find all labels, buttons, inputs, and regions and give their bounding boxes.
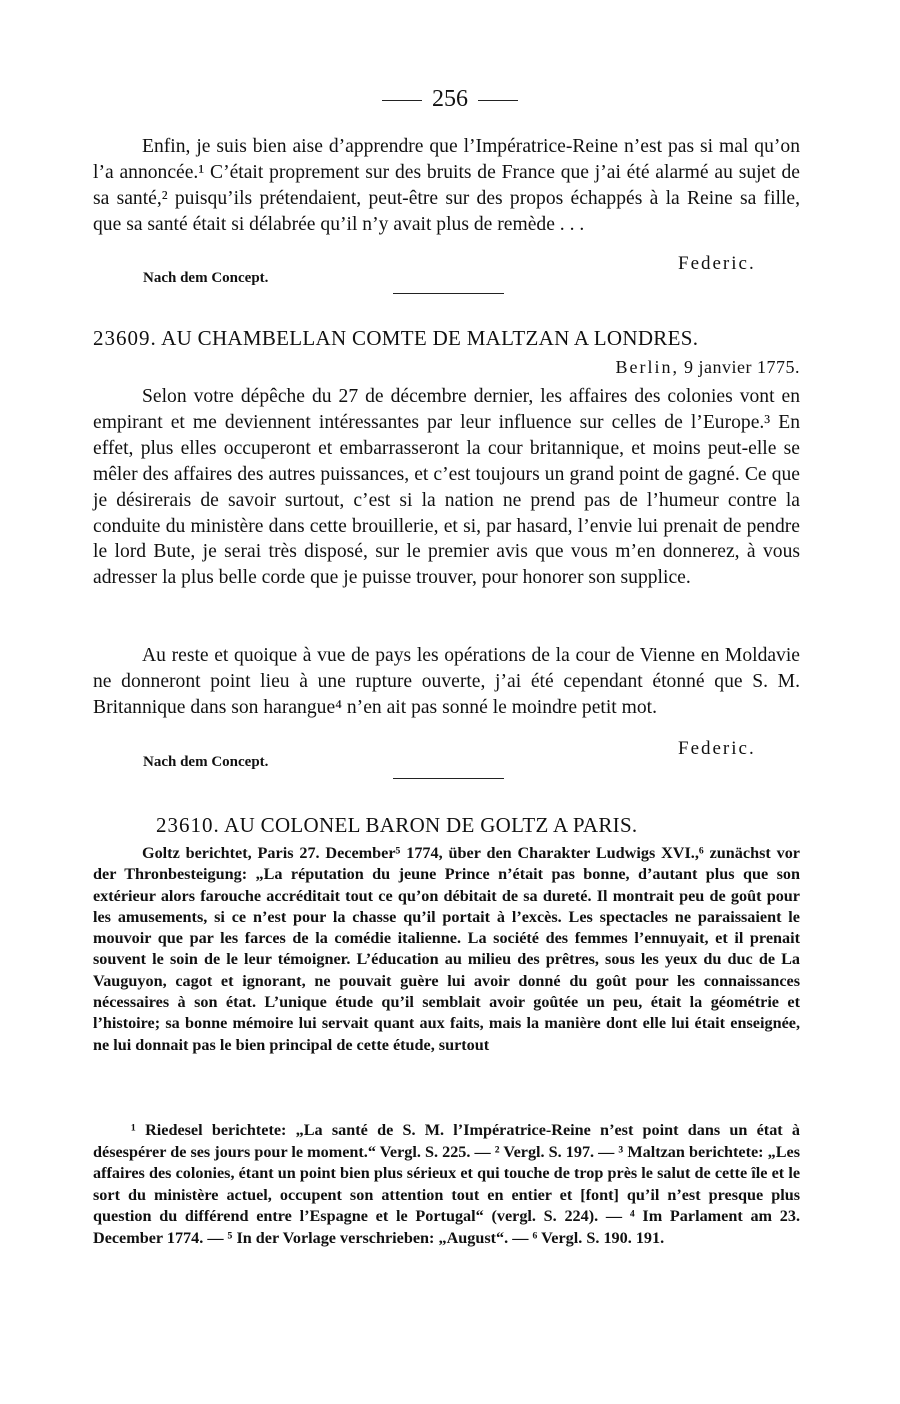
letter-date: 9 janvier 1775. xyxy=(684,357,800,377)
letter-addressee: AU CHAMBELLAN COMTE DE MALTZAN A LONDRES. xyxy=(161,326,699,350)
continuation-source: Nach dem Concept. xyxy=(143,270,269,286)
page-number: 256 xyxy=(0,84,900,114)
letter-dateline xyxy=(545,355,800,379)
continuation-paragraph: Enfin, je suis bien aise d’apprendre que l’Impératrice-Reine n’est pas si mal qu’on l’a annoncée.¹ C’était proprement sur des bruits de France que j’ai été alarmé au sujet de sa santé,² puisqu’ils prétendaient, peut-être sur des propos échappés à la Reine sa fille, que sa santé était si délabrée qu’il n’y avait plus de remède . . . xyxy=(93,136,800,235)
letter-place: Berlin, xyxy=(615,357,680,377)
letter-source: Nach dem Concept. xyxy=(143,754,269,770)
section-divider xyxy=(393,293,504,294)
letter-signature: Federic. xyxy=(678,738,756,759)
page-number-rule-right xyxy=(478,100,518,101)
letter-number: 23610. xyxy=(156,813,220,837)
letter-heading-23610 xyxy=(156,812,637,838)
page-number-rule-left xyxy=(382,100,422,101)
letter-number: 23609. xyxy=(93,326,157,350)
continuation-signature: Federic. xyxy=(678,253,756,274)
letter-paragraph-1: Selon votre dépêche du 27 de décembre dernier, les affaires des colonies vont en empirant et me deviennent intéressantes par leur influence sur celles de l’Europe.³ En effet, plus elles occuperont et embarrasseront la cour britannique, et moins peut-elle se mêler des affaires des autres puissances, et c’est toujours un grand point de gagné. Ce que je désirerais de savoir surtout, c’est si la nation ne prend pas de l’humeur contre la conduite du ministère dans cette brouillerie, et si, par hasard, l’envie lui prenait de pendre le lord Bute, je serai très disposé, sur le premier avis que vous m’en donnerez, à vous adresser la plus belle corde que je puisse trouver, pour honorer son supplice. xyxy=(93,386,800,589)
letter-summary: Goltz berichtet, Paris 27. December⁵ 1774, über den Charakter Ludwigs XVI.,⁶ zunächst vor der Thronbesteigung: „La réputation du jeune Prince n’était pas bonne, d’autant plus que son extérieur alors farouche accréditait tout ce qu’on débitait de sa dureté. Il montrait peu de goût pour les amusements, si ce n’est pour la chasse qu’il portait à l’excès. Les spectacles ne paraissaient le mouvoir que par les farces de la comédie italienne. La société des femmes l’ennuyait, et il prenait souvent le soin de le leur témoigner. L’éducation au milieu des prêtres, sous les yeux du duc de La Vauguyon, cagot et ignorant, ne pouvait guère lui avoir donné du goût pour les connaissances nécessaires à son état. L’unique étude qu’il semblait avoir goûtée un peu, était la géométrie et l’histoire; sa bonne mémoire lui servait quant aux faits, mais la manière dont elle lui était enseignée, ne lui donnait pas le bien principal de cette étude, surtout xyxy=(93,844,800,1054)
letter-addressee: AU COLONEL BARON DE GOLTZ A PARIS. xyxy=(224,813,638,837)
letter-paragraph-2: Au reste et quoique à vue de pays les opérations de la cour de Vienne en Moldavie ne donneront point lieu à une rupture ouverte, j’ai été cependant étonné que S. M. Britannique dans son harangue⁴ n’en ait pas sonné le moindre petit mot. xyxy=(93,645,800,718)
footnotes: ¹ Riedesel berichtete: „La santé de S. M. l’Impératrice-Reine n’est point dans un état à désespérer de ses jours pour le moment.“ Vergl. S. 225. — ² Vergl. S. 197. — ³ Maltzan berichtete: „Les affaires des colonies, étant un point bien plus sérieux et qui touche de trop près le salut de cette île et le sort du ministère actuel, occupent son attention tout en entier et [font] qu’il n’est presque plus question du différend entre l’Espagne et le Portugal“ (vergl. S. 224). — ⁴ Im Parlament am 23. December 1774. — ⁵ In der Vorlage verschrieben: „August“. — ⁶ Vergl. S. 190. 191. xyxy=(93,1121,800,1247)
letter-heading-23609 xyxy=(93,325,698,351)
section-divider xyxy=(393,778,504,779)
